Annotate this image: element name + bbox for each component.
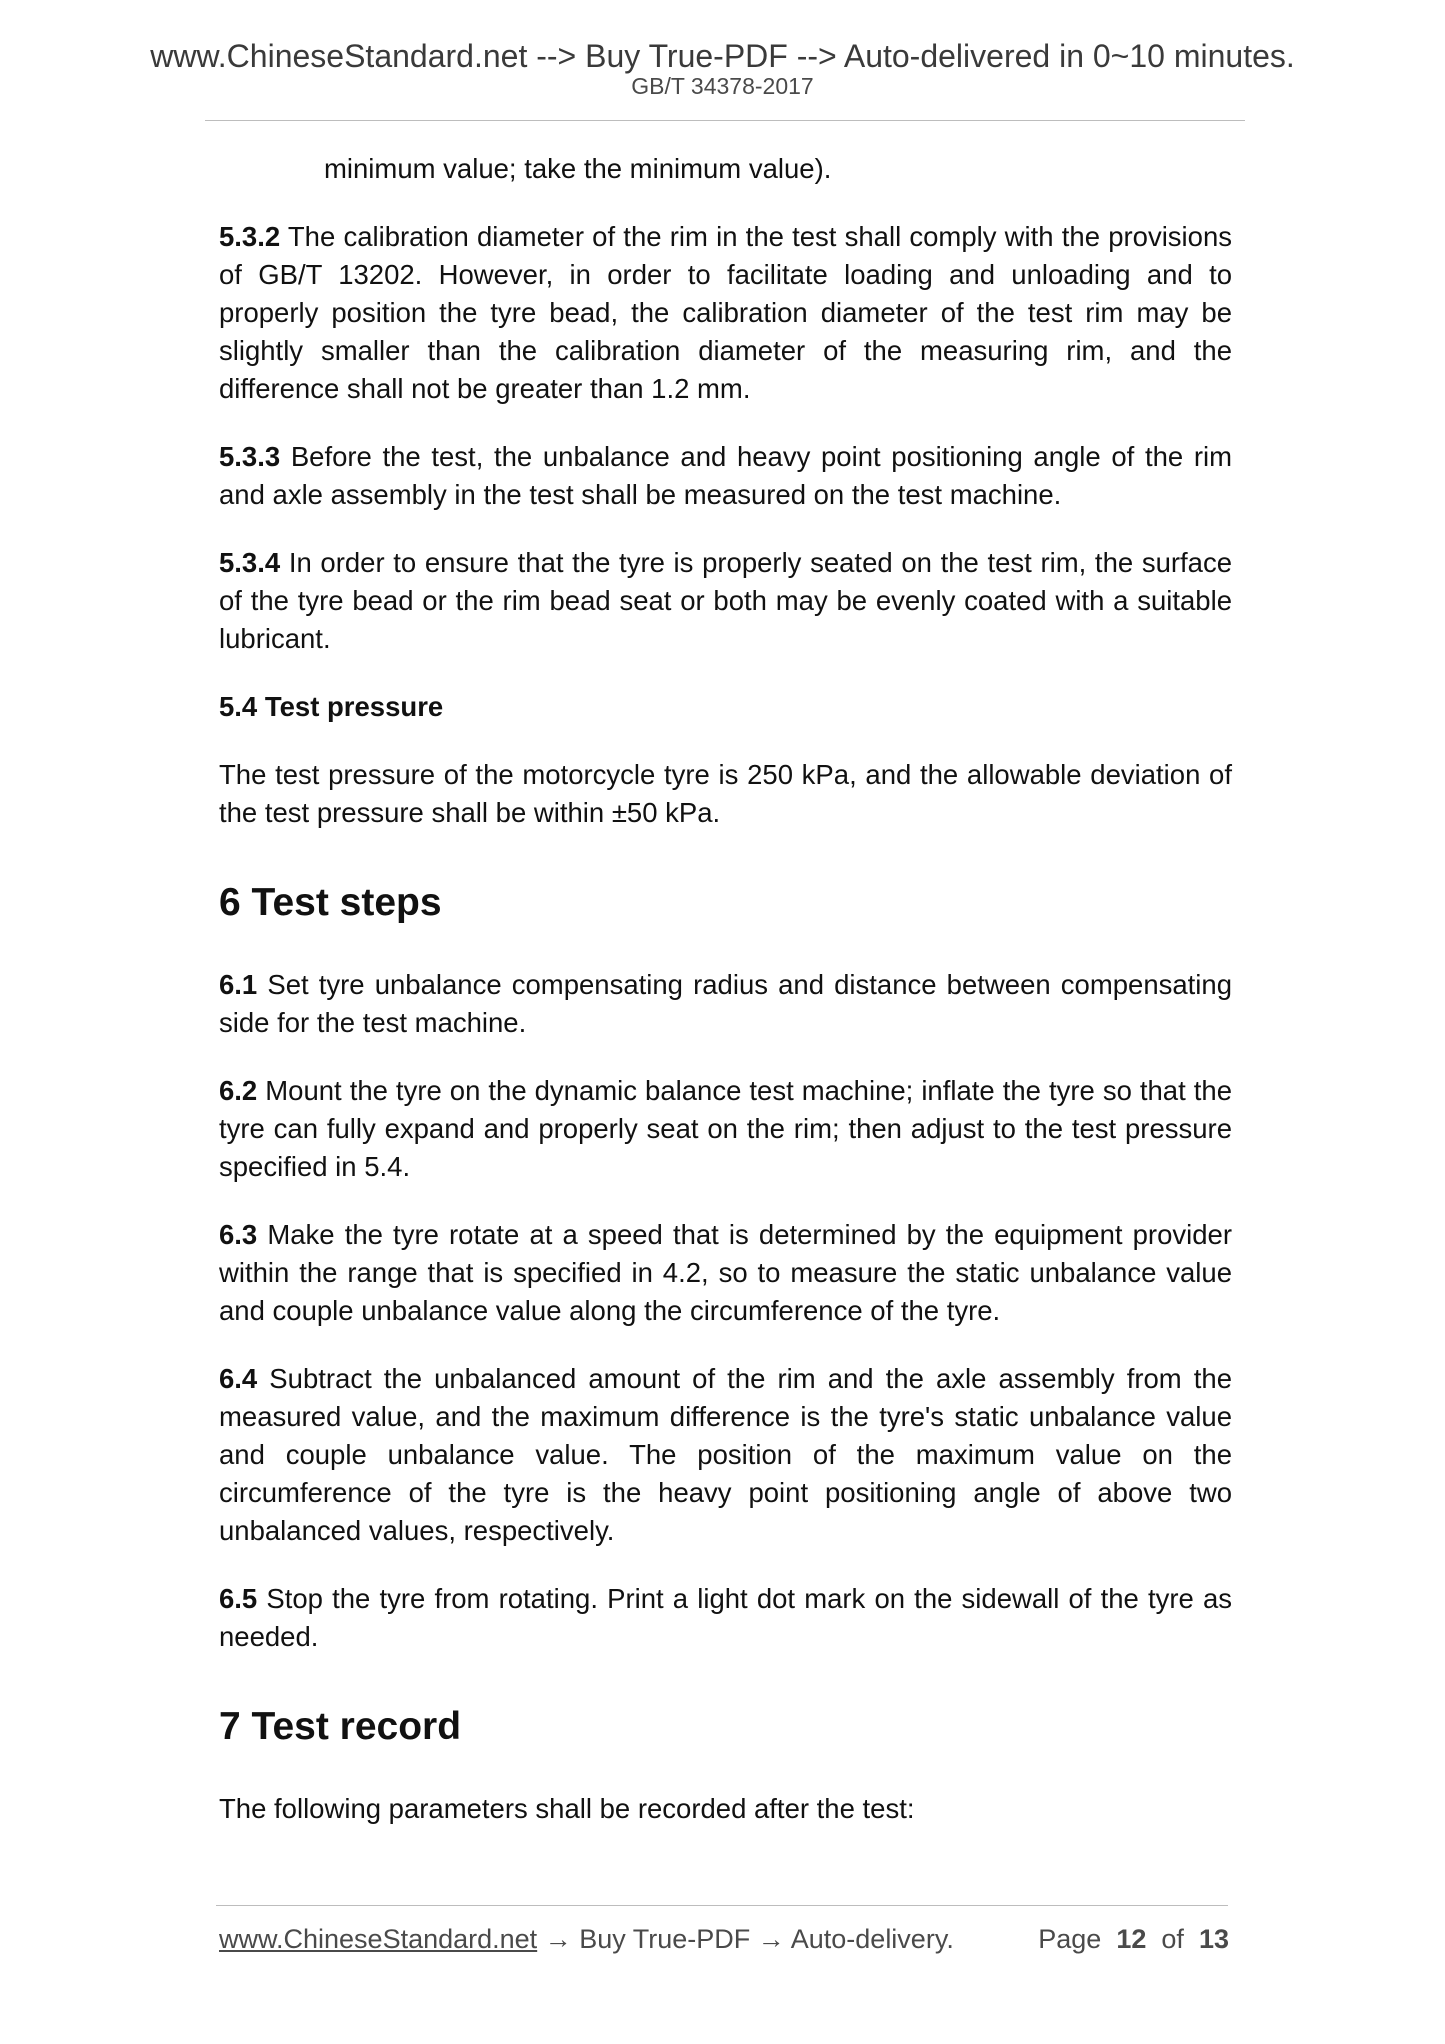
page-footer xyxy=(219,1920,1229,1958)
section-5-4-text: The test pressure of the motorcycle tyre is 250 kPa, and the allowable deviation of the test pressure shall be within ±50 kPa. xyxy=(219,759,1232,828)
page-label: Page xyxy=(1038,1924,1102,1954)
clause-text: In order to ensure that the tyre is properly seated on the test rim, the surface of the tyre bead or the rim bead seat or both may be evenly coated with a suitable lubricant. xyxy=(219,547,1232,654)
continuation-text: minimum value; take the minimum value). xyxy=(324,153,832,184)
footer-trail: → Buy True-PDF → Auto-delivery. xyxy=(537,1924,954,1954)
clause-number: 5.3.3 xyxy=(219,441,281,472)
page-total: 13 xyxy=(1198,1924,1229,1954)
clause-text: Make the tyre rotate at a speed that is determined by the equipment provider within the range that is specified in 4.2, so to measure the static unbalance value and couple unbalance value along the circumference of the tyre. xyxy=(219,1219,1232,1326)
section-7-heading: 7 Test record xyxy=(219,1705,462,1748)
clause-text: Stop the tyre from rotating. Print a light dot mark on the sidewall of the tyre as needed. xyxy=(219,1583,1232,1652)
clause-5-3-4 xyxy=(219,544,1232,658)
clause-text: Set tyre unbalance compensating radius and distance between compensating side for the test machine. xyxy=(219,969,1232,1038)
standard-code: GB/T 34378-2017 xyxy=(631,73,814,99)
clause-number: 6.2 xyxy=(219,1075,258,1106)
footer-site-link[interactable]: www.ChineseStandard.net xyxy=(219,1924,538,1954)
clause-number: 6.5 xyxy=(219,1583,258,1614)
clause-5-3-2 xyxy=(219,218,1232,408)
clause-number: 6.4 xyxy=(219,1363,258,1394)
clause-6-1 xyxy=(219,966,1232,1042)
section-7-text: The following parameters shall be recorded after the test: xyxy=(219,1793,915,1824)
clause-number: 6.3 xyxy=(219,1219,258,1250)
clause-6-3 xyxy=(219,1216,1232,1330)
clause-text: Mount the tyre on the dynamic balance test machine; inflate the tyre so that the tyre can fully expand and properly seat on the rim; then adjust to the test pressure specified in 5.4. xyxy=(219,1075,1232,1182)
clause-text: Before the test, the unbalance and heavy point positioning angle of the rim and axle assembly in the test shall be measured on the test machine. xyxy=(219,441,1232,510)
clause-number: 5.3.2 xyxy=(219,221,281,252)
site-banner[interactable]: www.ChineseStandard.net --> Buy True-PDF --> Auto-delivered in 0~10 minutes. xyxy=(150,38,1295,74)
page-content xyxy=(219,150,1232,1858)
section-5-4-heading: 5.4 Test pressure xyxy=(219,691,444,722)
of-label: of xyxy=(1161,1924,1184,1954)
page-current: 12 xyxy=(1116,1924,1147,1954)
clause-6-5 xyxy=(219,1580,1232,1656)
header-divider xyxy=(205,120,1245,121)
clause-text: The calibration diameter of the rim in the test shall comply with the provisions of GB/T 13202. However, in order to facilitate loading and unloading and to properly position the tyre bead, the calibration diameter of the test rim may be slightly smaller than the calibration diameter of the measuring rim, and the difference shall not be greater than 1.2 mm. xyxy=(219,221,1232,404)
clause-6-4 xyxy=(219,1360,1232,1550)
clause-number: 6.1 xyxy=(219,969,258,1000)
section-6-heading: 6 Test steps xyxy=(219,881,442,924)
page-indicator xyxy=(1038,1920,1229,1958)
footer-divider xyxy=(216,1905,1228,1906)
clause-6-2 xyxy=(219,1072,1232,1186)
clause-text: Subtract the unbalanced amount of the rim and the axle assembly from the measured value, and the maximum difference is the tyre's static unbalance value and couple unbalance value. The position of the maximum value on the circumference of the tyre is the heavy point positioning angle of above two unbalanced values, respectively. xyxy=(219,1363,1232,1546)
clause-5-3-3 xyxy=(219,438,1232,514)
clause-number: 5.3.4 xyxy=(219,547,281,578)
